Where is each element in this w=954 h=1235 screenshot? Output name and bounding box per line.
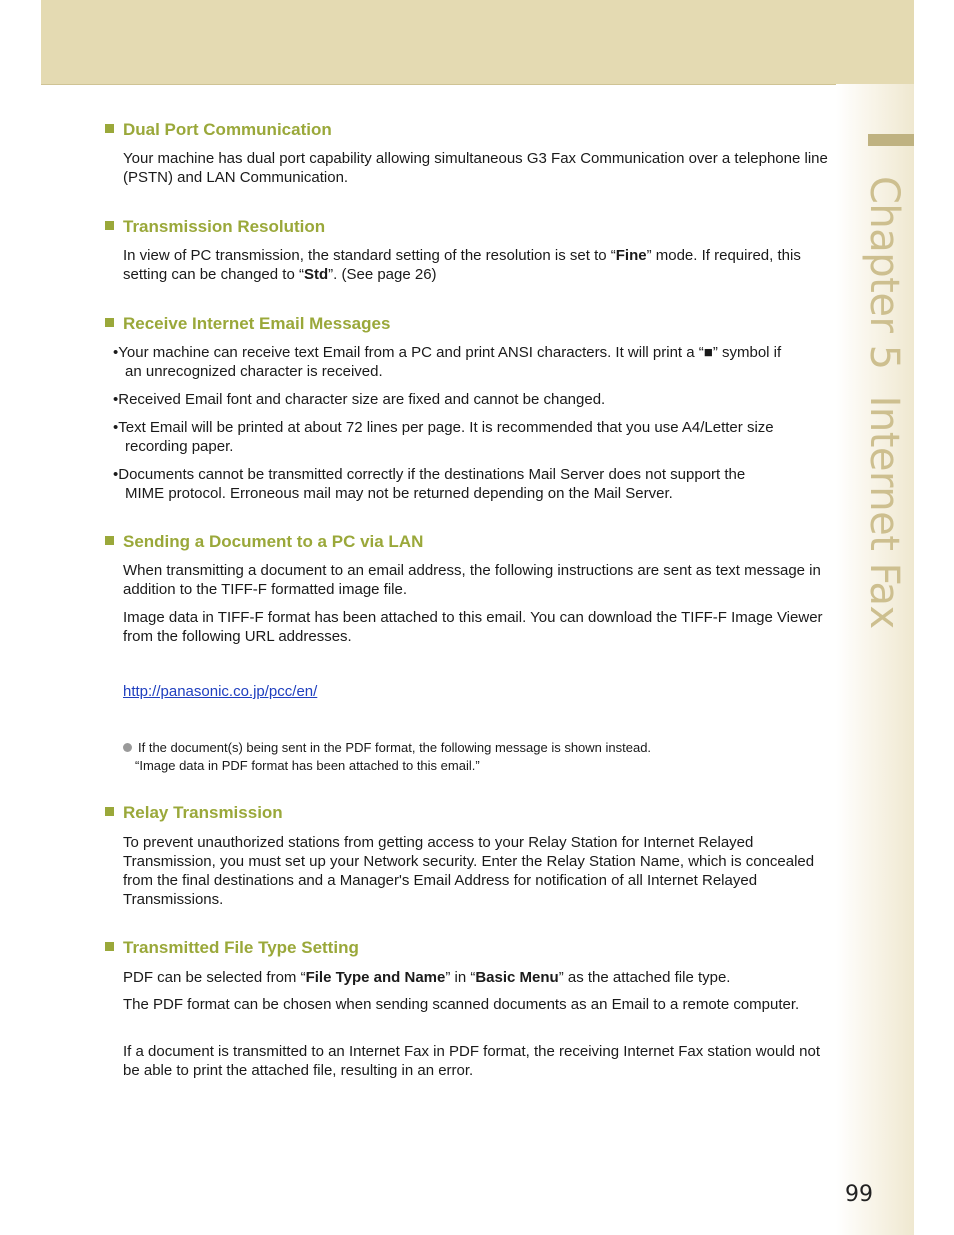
dual-port-paragraph: Your machine has dual port capability allowing simultaneous G3 Fax Communication over a telephone line (PSTN) and LAN Communication.	[123, 150, 828, 186]
transmission-resolution-paragraph	[123, 246, 833, 284]
list-item-line: recording paper.	[125, 438, 234, 455]
list-item-line: an unrecognized character is received.	[125, 363, 383, 380]
bullet-square-icon	[105, 318, 114, 327]
bullet-square-icon	[105, 124, 114, 133]
section-heading-text: Receive Internet Email Messages	[123, 314, 391, 333]
section-heading-text: Relay Transmission	[123, 803, 283, 822]
paragraph-text: PDF can be selected from “	[123, 969, 306, 986]
note-dot-icon	[123, 743, 132, 752]
chapter-tab-marker	[868, 134, 914, 146]
bullet-square-icon	[105, 807, 114, 816]
page-number: 99	[845, 1182, 873, 1207]
mode-std: Std	[303, 266, 329, 283]
relay-transmission-paragraph: To prevent unauthorized stations from getting access to your Relay Station for Internet Relayed Transmission, you must set up your Network security. Enter the Relay Station Name, which is concealed from the final destinations and a Manager's Email Address for notification of all Internet Relayed Transmissions.	[123, 834, 815, 908]
section-heading-text: Transmission Resolution	[123, 217, 326, 236]
chapter-title	[861, 176, 907, 629]
list-item	[113, 390, 831, 409]
paragraph-text: ” as the attached file type.	[558, 969, 731, 986]
list-item-line: •Received Email font and character size are fixed and cannot be changed.	[113, 391, 606, 408]
list-item	[113, 343, 831, 381]
file-type-paragraph-1	[123, 968, 833, 987]
section-heading-sending-document	[105, 532, 423, 552]
list-item-line: •Your machine can receive text Email from a PC and print ANSI characters. It will print a “■” symbol if	[113, 344, 782, 361]
file-type-paragraph-3: If a document is transmitted to an Internet Fax in PDF format, the receiving Internet Fax station would not be able to print the attached file, resulting in an error.	[123, 1043, 821, 1079]
section-heading-text: Transmitted File Type Setting	[123, 938, 359, 957]
section-heading-transmission-resolution	[105, 217, 325, 237]
header-band	[41, 0, 914, 85]
section-heading-receive-email	[105, 314, 390, 334]
list-item-line: •Documents cannot be transmitted correctly if the destinations Mail Server does not support the	[113, 466, 746, 483]
note-text: “Image data in PDF format has been attached to this email.”	[135, 758, 480, 773]
pdf-note	[123, 739, 823, 775]
bullet-square-icon	[105, 536, 114, 545]
bullet-square-icon	[105, 942, 114, 951]
bullet-square-icon	[105, 221, 114, 230]
chapter-label: Chapter 5	[861, 176, 907, 370]
section-heading-text: Dual Port Communication	[123, 120, 332, 139]
paragraph-text: ” in “	[445, 969, 476, 986]
chapter-topic: Internet Fax	[861, 395, 907, 629]
list-item-line: MIME protocol. Erroneous mail may not be returned depending on the Mail Server.	[125, 485, 673, 502]
section-heading-dual-port	[105, 120, 332, 140]
section-heading-text: Sending a Document to a PC via LAN	[123, 532, 424, 551]
paragraph-text: In view of PC transmission, the standard setting of the resolution is set to “	[123, 247, 616, 264]
mode-fine: Fine	[615, 247, 647, 264]
menu-file-type-and-name: File Type and Name	[305, 969, 446, 986]
menu-basic-menu: Basic Menu	[475, 969, 559, 986]
viewer-download-link[interactable]: http://panasonic.co.jp/pcc/en/	[123, 683, 318, 700]
list-item	[113, 418, 831, 456]
section-heading-relay-transmission	[105, 803, 283, 823]
note-text: If the document(s) being sent in the PDF format, the following message is shown instead.	[138, 740, 652, 755]
file-type-paragraph-2: The PDF format can be chosen when sending scanned documents as an Email to a remote computer.	[123, 996, 800, 1013]
sending-document-paragraph-1: When transmitting a document to an email address, the following instructions are sent as text message in addition to the TIFF-F formatted image file.	[123, 562, 821, 598]
paragraph-text: ” mode. If required, this setting can be changed to “	[123, 247, 801, 283]
list-item	[113, 465, 831, 503]
section-heading-file-type-setting	[105, 938, 359, 958]
paragraph-text: ”. (See page 26)	[328, 266, 437, 283]
list-item-line: •Text Email will be printed at about 72 lines per page. It is recommended that you use A4/Letter size	[113, 419, 774, 436]
sending-document-paragraph-2: Image data in TIFF-F format has been attached to this email. You can download the TIFF-F Image Viewer from the following URL addresses.	[123, 609, 823, 645]
